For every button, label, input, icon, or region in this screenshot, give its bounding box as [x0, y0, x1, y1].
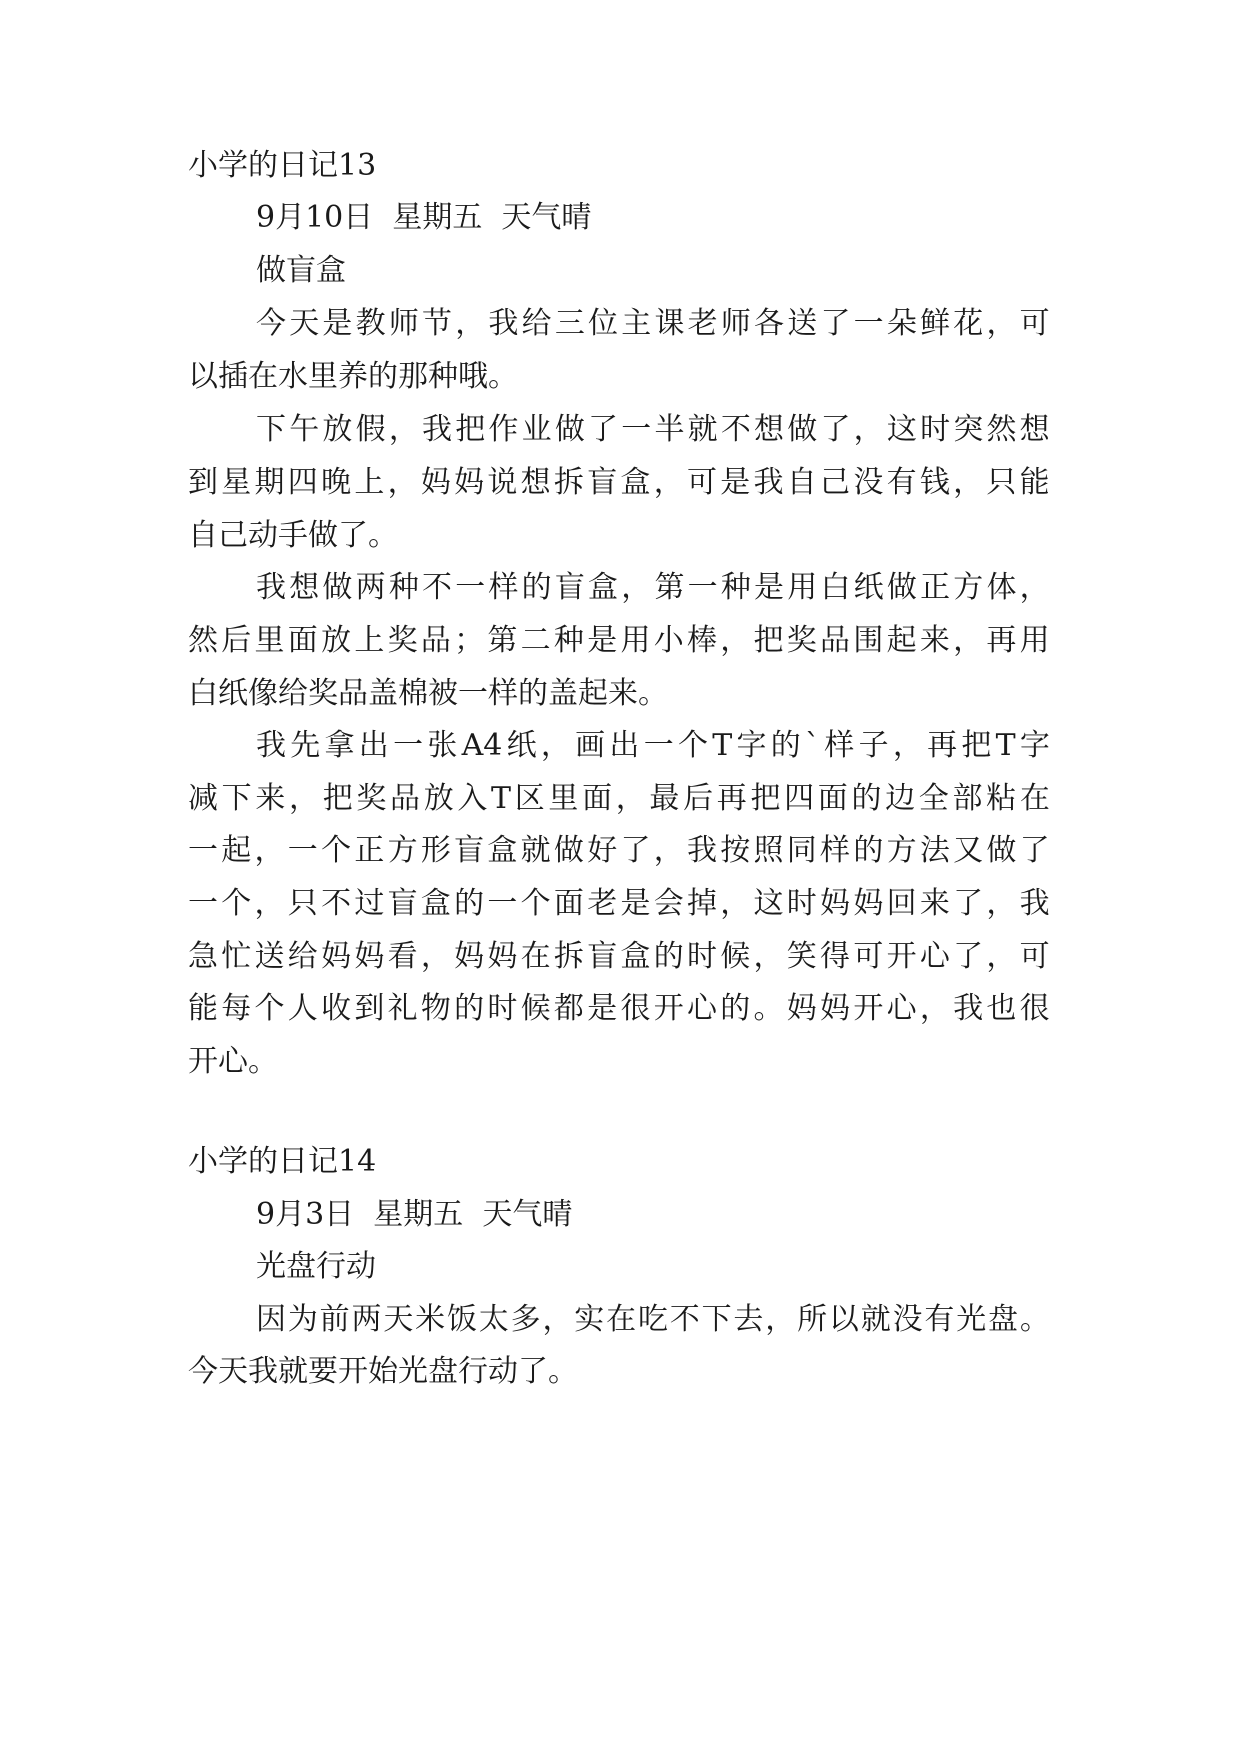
paragraph-line: 我 先 拿 出 一 张 A4 纸 ， 画 出 一 个 T 字 的 ` 样 子 ， 再 把 T 字	[256, 728, 1050, 763]
paragraph-line: 下 午 放 假 ， 我 把 作 业 做 了 一 半 就 不 想 做 了 ， 这 时 突 然 想	[256, 412, 1050, 447]
paragraph-line: 因 为 前 两 天 米 饭 太 多 ， 实 在 吃 不 下 去 ， 所 以 就 没 有 光 盘 。	[256, 1302, 1050, 1337]
paragraph-line: 一 个 ， 只 不 过 盲 盒 的 一 个 面 老 是 会 掉 ， 这 时 妈 妈 回 来 了 ， 我	[188, 886, 1050, 921]
entry-subtitle: 做盲盒	[256, 253, 346, 288]
paragraph-line: 今 天 是 教 师 节 ， 我 给 三 位 主 课 老 师 各 送 了 一 朵 鲜 花 ， 可	[256, 306, 1050, 341]
paragraph-line: 然 后 里 面 放 上 奖 品 ； 第 二 种 是 用 小 棒 ， 把 奖 品 围 起 来 ， 再 用	[188, 623, 1050, 658]
paragraph-line: 急 忙 送 给 妈 妈 看 ， 妈 妈 在 拆 盲 盒 的 时 候 ， 笑 得 可 开 心 了 ， 可	[188, 939, 1050, 974]
entry-subtitle: 光盘行动	[256, 1249, 376, 1284]
paragraph-line: 一 起 ， 一 个 正 方 形 盲 盒 就 做 好 了 ， 我 按 照 同 样 的 方 法 又 做 了	[188, 833, 1050, 868]
entry-title: 小学的日记14	[188, 1144, 377, 1179]
paragraph-line: 我 想 做 两 种 不 一 样 的 盲 盒 ， 第 一 种 是 用 白 纸 做 正 方 体 ，	[256, 570, 1050, 605]
paragraph-line: 能 每 个 人 收 到 礼 物 的 时 候 都 是 很 开 心 的 。 妈 妈 开 心 ， 我 也 很	[188, 991, 1050, 1026]
paragraph-line: 白纸像给奖品盖棉被一样的盖起来。	[188, 676, 668, 711]
entry-title: 小学的日记13	[188, 148, 377, 183]
paragraph-line: 自己动手做了。	[188, 518, 398, 553]
paragraph-line: 开心。	[188, 1044, 278, 1079]
paragraph-line: 今天我就要开始光盘行动了。	[188, 1354, 578, 1389]
paragraph-line: 到 星 期 四 晚 上 ， 妈 妈 说 想 拆 盲 盒 ， 可 是 我 自 己 没 有 钱 ， 只 能	[188, 465, 1050, 500]
paragraph-line: 以插在水里养的那种哦。	[188, 359, 518, 394]
entry-date-line: 9月3日 星期五 天气晴	[256, 1197, 573, 1232]
entry-date-line: 9月10日 星期五 天气晴	[256, 200, 592, 235]
paragraph-line: 减 下 来 ， 把 奖 品 放 入 T 区 里 面 ， 最 后 再 把 四 面 的 边 全 部 粘 在	[188, 781, 1050, 816]
